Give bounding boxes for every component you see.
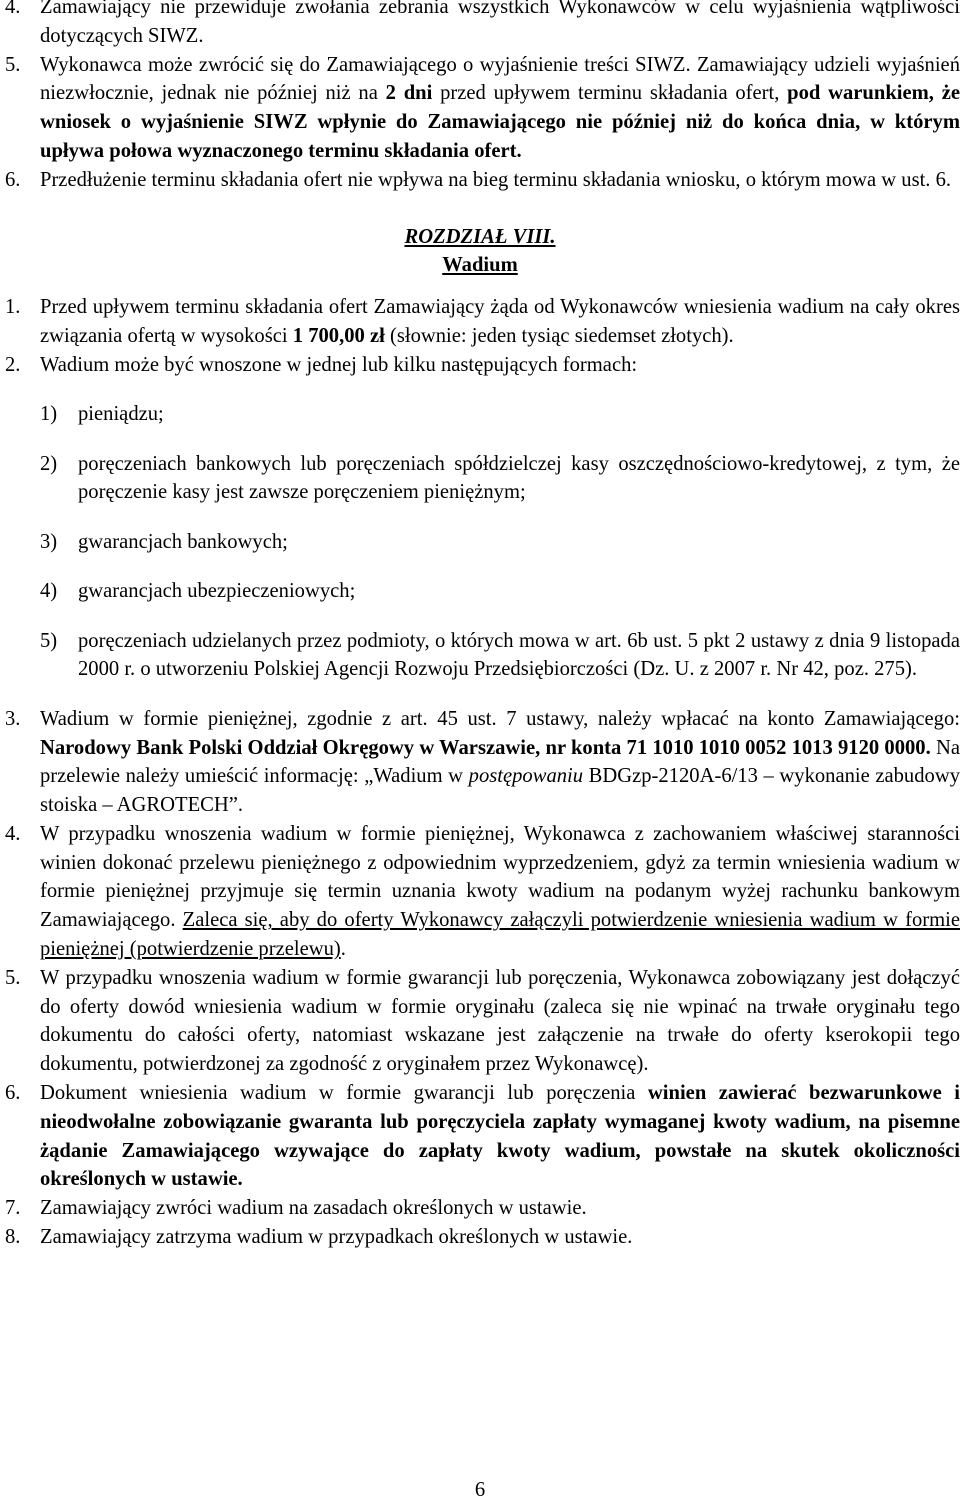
form-item-4 [0, 577, 960, 606]
sub-text: gwarancjach bankowych; [78, 530, 288, 553]
item-number: 5. [5, 53, 21, 76]
wadium-item-1 [0, 293, 960, 351]
form-item-1 [0, 400, 960, 429]
item-number: 8. [5, 1226, 21, 1249]
wadium-item-5 [0, 964, 960, 1079]
item-text: (słownie: jeden tysiąc siedemset złotych). [384, 324, 734, 347]
sub-number: 4) [40, 580, 58, 603]
condition-text: pod warunkiem, że wniosek o wyjaśnienie SIWZ wpłynie do Zamawiającego nie później niż do końca dnia, w którym upływa połowa wyznaczonego terminu składania ofert. [40, 82, 960, 162]
wadium-item-4 [0, 820, 960, 964]
sub-number: 5) [40, 629, 58, 652]
item-number: 4. [5, 822, 21, 845]
item-text: Na przelewie należy umieścić informację: „Wadium w [40, 736, 960, 788]
chapter-title: ROZDZIAŁ VIII. [404, 225, 556, 248]
form-item-3 [0, 528, 960, 557]
wadium-item-3 [0, 705, 960, 820]
form-item-5 [0, 627, 960, 685]
item-text: Przedłużenie terminu składania ofert nie wpływa na bieg terminu składania wniosku, o którym mowa w ust. 6. [40, 168, 952, 191]
page-number: 6 [474, 1479, 486, 1501]
deadline-days: 2 dni [385, 82, 433, 105]
item-text: Wykonawca może zwrócić się do Zamawiającego o wyjaśnienie treści SIWZ. Zamawiający udzieli wyjaśnień niezwłocznie, jednak nie później niż na [40, 53, 960, 105]
item-number: 2. [5, 353, 21, 376]
sub-text: pieniądzu; [78, 403, 164, 426]
sub-text: poręczeniach udzielanych przez podmioty, o których mowa w art. 6b ust. 5 pkt 2 ustawy z dnia 9 listopada 2000 r. o utworzeniu Polskiej Agencji Rozwoju Przedsiębiorczości (Dz. U. z 2007 r. Nr 42, poz. 275). [78, 629, 960, 681]
wadium-item-8 [0, 1223, 960, 1252]
item-number: 3. [5, 707, 21, 730]
wadium-item-6 [0, 1079, 960, 1194]
wadium-item-2 [0, 351, 960, 380]
item-text: Zamawiający nie przewiduje zwołania zebrania wszystkich Wykonawców w celu wyjaśnienia wątpliwości dotyczących SIWZ. [40, 0, 960, 47]
item-number: 6. [5, 168, 21, 191]
sub-number: 1) [40, 403, 58, 426]
form-item-2 [0, 450, 960, 508]
item-text: Wadium w formie pieniężnej, zgodnie z art. 45 ust. 7 ustawy, należy wpłacać na konto Zamawiającego: [40, 707, 960, 730]
sub-number: 2) [40, 452, 58, 475]
item-text: Dokument wniesienia wadium w formie gwarancji lub poręczenia [40, 1082, 648, 1105]
list-item-6 [0, 166, 960, 195]
bank-account: Narodowy Bank Polski Oddział Okręgowy w Warszawie, nr konta 71 1010 1010 0052 1013 9120 0000. [40, 736, 931, 759]
sub-text: gwarancjach ubezpieczeniowych; [78, 580, 356, 603]
item-text: Przed upływem terminu składania ofert Zamawiający żąda od Wykonawców wniesienia wadium na cały okres związania ofertą w wysokości [40, 296, 960, 347]
item-text: W przypadku wnoszenia wadium w formie pieniężnej, Wykonawca z zachowaniem właściwej staranności winien dokonać przelewu pieniężnego z odpowiednim wyprzedzeniem, gdyż za termin wniesienia wadium w formie pieniężnej przyjmuje się termin uznania kwoty wadium na podanym wyżej rachunku bankowym Zamawiającego. [40, 822, 960, 932]
guarantee-requirement: winien zawierać bezwarunkowe i nieodwołalne zobowiązanie gwaranta lub poręczyciela zapłaty wymaganej kwoty wadium, na pisemne żądanie Zamawiającego wzywające do zapłaty kwoty wadium, powstałe na skutek okoliczności określonych w ustawie. [40, 1082, 960, 1191]
sub-text: poręczeniach bankowych lub poręczeniach spółdzielczej kasy oszczędnościowo-kredytowej, z tym, że poręczenie kasy jest zawsze poręczeniem pieniężnym; [78, 452, 960, 504]
list-item-5 [0, 51, 960, 166]
item-text: Zamawiający zatrzyma wadium w przypadkach określonych w ustawie. [40, 1226, 633, 1249]
item-text: przed upływem terminu składania ofert, [432, 82, 788, 105]
list-item-4 [0, 0, 960, 51]
chapter-subtitle: Wadium [442, 254, 518, 277]
recommendation-text: Zaleca się, aby do oferty Wykonawcy załączyli potwierdzenie wniesienia wadium w formie pieniężnej (potwierdzenie przelewu) [40, 909, 960, 961]
item-text: Wadium może być wnoszone w jednej lub kilku następujących formach: [40, 353, 638, 376]
item-text: BDGzp-2120A-6/13 – wykonanie zabudowy stoiska – AGROTECH”. [40, 765, 960, 817]
item-text: Zamawiający zwróci wadium na zasadach określonych w ustawie. [40, 1197, 587, 1220]
wadium-item-7 [0, 1194, 960, 1223]
sub-number: 3) [40, 530, 58, 553]
item-text: W przypadku wnoszenia wadium w formie gwarancji lub poręczenia, Wykonawca zobowiązany jest dołączyć do oferty dowód wniesienia wadium w formie oryginału (zaleca się nie wpinać na trwałe oryginału tego dokumentu do całości oferty, natomiast wskazane jest załączenie na trwałe do oferty kserokopii tego dokumentu, potwierdzonej za zgodność z oryginałem przez Wykonawcę). [40, 966, 960, 1076]
item-number: 6. [5, 1082, 21, 1105]
wadium-amount: 1 700,00 zł [292, 324, 385, 347]
item-number: 5. [5, 966, 21, 989]
item-text: . [340, 938, 346, 961]
item-number: 4. [5, 0, 21, 18]
item-number: 7. [5, 1197, 21, 1220]
italic-text: postępowaniu [468, 765, 584, 788]
item-number: 1. [5, 296, 21, 319]
